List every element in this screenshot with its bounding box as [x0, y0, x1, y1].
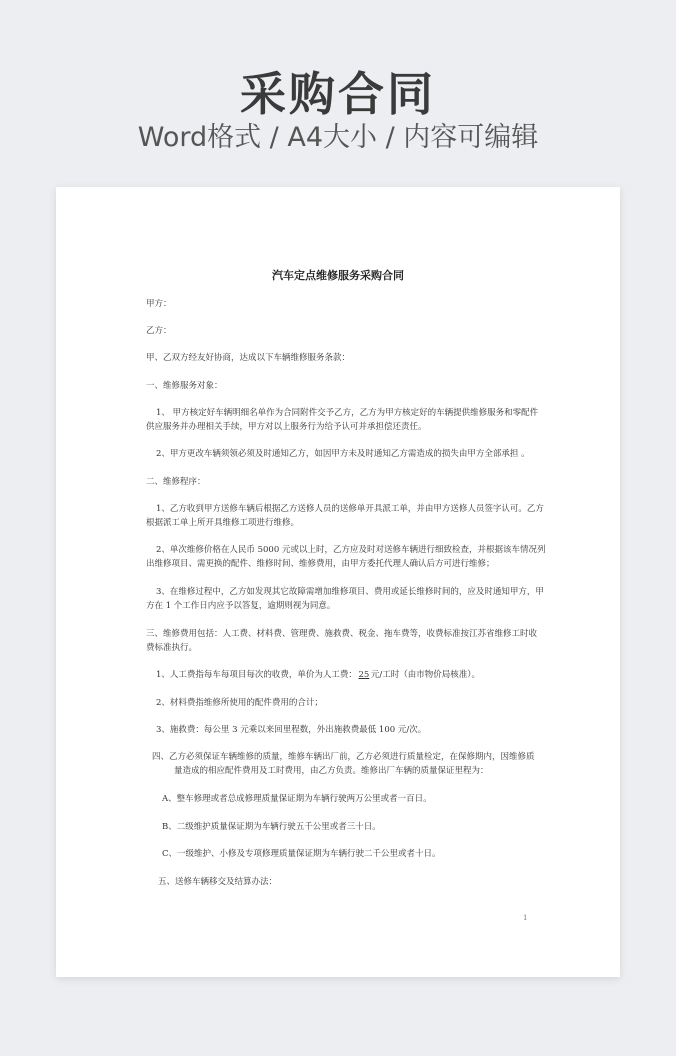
section-4-line-2: 量造成的相应配件费用及工时费用，由乙方负责。维修出厂车辆的质量保证里程为： — [174, 766, 489, 776]
section-2-item-2-line-2: 出维修项目、需更换的配件、维修时间、维修费用，由甲方委托代理人确认后方可进行维修； — [146, 559, 495, 569]
section-4-line-1: 四、乙方必须保证车辆维修的质量，维修车辆出厂前，乙方必须进行质量检定，在保修期内，因维修质 — [152, 752, 535, 762]
section-1-heading: 一、维修服务对象： — [146, 381, 223, 391]
labor-fee-suffix: 元/工时（由市物价局核准）。 — [370, 670, 481, 680]
section-2-item-3-line-1: 3、在维修过程中，乙方如发现其它故障需增加维修项目、费用或延长维修时间的，应及时通知甲方，甲 — [156, 587, 544, 597]
section-4-item-c: C、一级维护、小修及专项修理质量保证期为车辆行驶二千公里或者十日。 — [162, 849, 441, 859]
section-2-heading: 二、维修程序： — [146, 477, 206, 487]
section-3-item-3: 3、施救费：每公里 3 元乘以来回里程数，外出施救费最低 100 元/次。 — [156, 725, 427, 735]
section-3-item-1 — [156, 668, 480, 682]
section-2-item-3-line-2: 方在 1 个工作日内应予以答复，逾期则视为同意。 — [146, 601, 336, 611]
section-2-item-2-line-1: 2、单次维修价格在人民币 5000 元或以上时，乙方应及时对送修车辆进行细致检查，并根据该车情况列 — [156, 545, 546, 555]
page-number: 1 — [523, 914, 528, 922]
party-b-line: 乙方： — [146, 326, 172, 336]
section-4-item-a: A、整车修理或者总成修理质量保证期为车辆行驶两万公里或者一百日。 — [162, 794, 432, 804]
section-3-line-2: 费标准执行。 — [146, 643, 198, 653]
section-2-item-1-line-1: 1、乙方收到甲方送修车辆后根据乙方送修人员的送修单开具派工单，并由甲方送修人员签字认可。乙方 — [156, 504, 544, 514]
banner-title: 采购合同 — [240, 67, 436, 121]
party-a-line: 甲方： — [146, 299, 172, 309]
banner-subtitle: Word格式 / A4大小 / 内容可编辑 — [137, 122, 539, 153]
document-page — [56, 187, 620, 977]
labor-fee-rate: 25 — [358, 670, 370, 680]
section-1-item-1-line-1: 1、 甲方核定好车辆明细名单作为合同附件交予乙方，乙方为甲方核定好的车辆提供维修服务和零配件 — [156, 408, 539, 418]
section-1-item-2: 2、甲方更改车辆须领必须及时通知乙方，如因甲方未及时通知乙方需造成的损失由甲方全部承担 。 — [156, 449, 530, 459]
section-5-heading: 五、送修车辆移交及结算办法： — [158, 877, 278, 887]
section-4-item-b: B、二级维护质量保证期为车辆行驶五千公里或者三十日。 — [162, 822, 381, 832]
intro-paragraph: 甲、乙双方经友好协商，达成以下车辆维修服务条款： — [146, 353, 351, 363]
labor-fee-prefix: 1、人工费指每车每项目每次的收费，单价为人工费： — [156, 670, 357, 680]
section-3-line-1: 三、维修费用包括：人工费、材料费、管理费、施救费、税金、拖车费等，收费标准按江苏省维修工时收 — [146, 629, 538, 639]
section-2-item-1-line-2: 根据派工单上所开具维修工项进行维修。 — [146, 518, 300, 528]
section-3-item-2: 2、材料费指维修所使用的配件费用的合计； — [156, 698, 323, 708]
document-title: 汽车定点维修服务采购合同 — [272, 269, 404, 282]
section-1-item-1-line-2: 供应服务并办理相关手续，甲方对以上服务行为给予认可并承担偿还责任。 — [146, 422, 427, 432]
